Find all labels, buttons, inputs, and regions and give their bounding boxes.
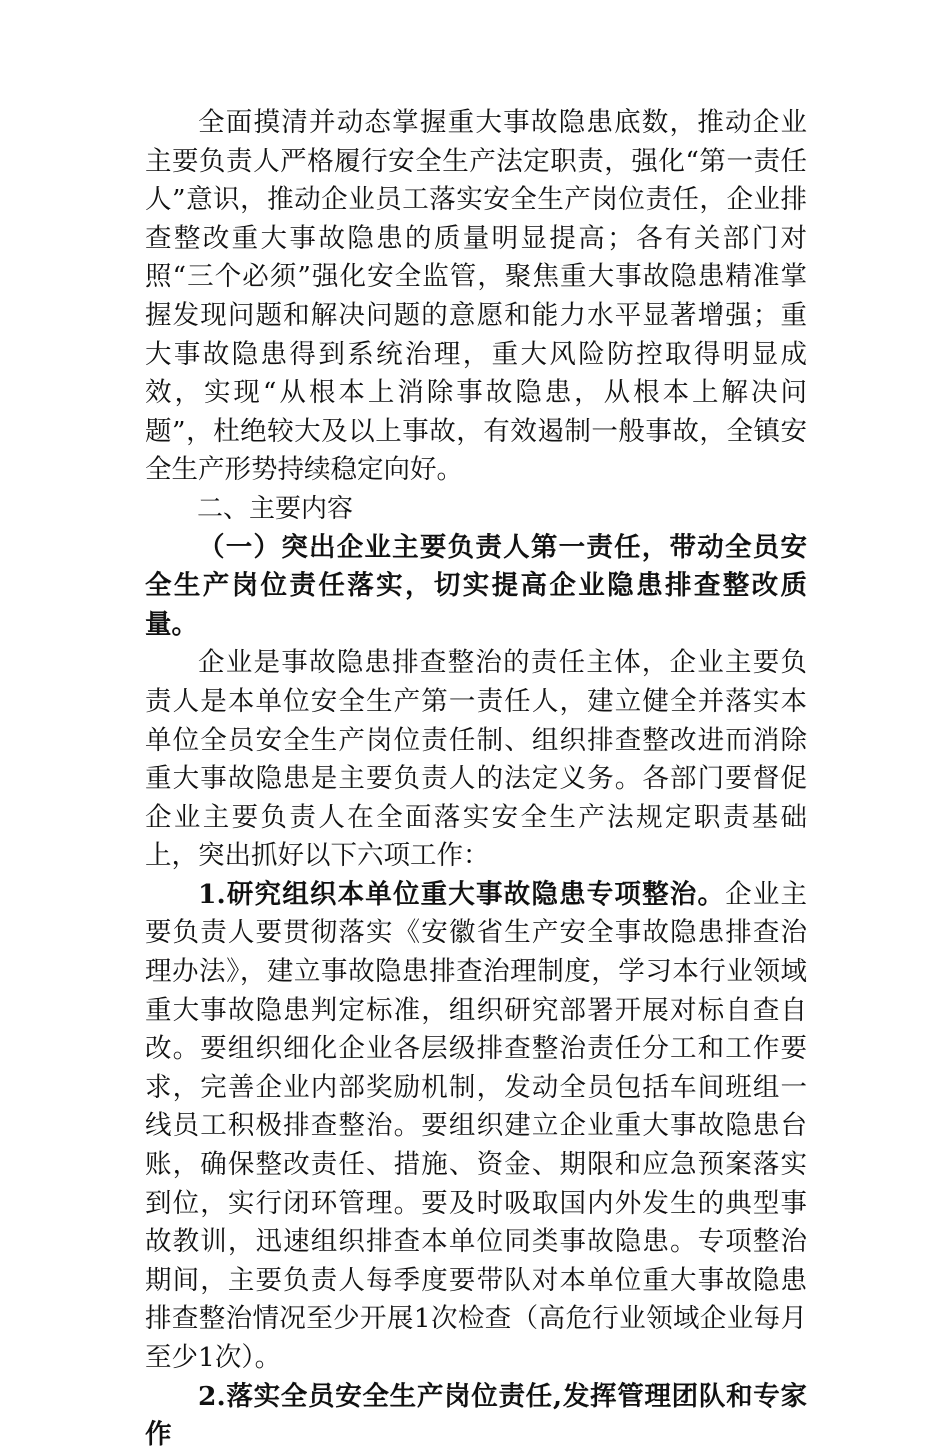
item-1-body: 企业主要负责人要贯彻落实《安徽省生产安全事故隐患排查治理办法》，建立事故隐患排查治理制度，学习本行业领域重大事故隐患判定标准，组织研究部署开展对标自查自改。要组织细化企业各层级排查整治责任分工和工作要求，完善企业内部奖励机制，发动全员包括车间班组一线员工积极排查整治。要组织建立企业重大事故隐患台账，确保整改责任、措施、资金、期限和应急预案落实到位，实行闭环管理。要及时吸取国内外发生的典型事故教训，迅速组织排查本单位同类事故隐患。专项整治期间，主要负责人每季度要带队对本单位重大事故隐患排查整治情况至少开展1次检查（高危行业领域企业每月至少1次）。 bbox=[145, 878, 808, 1373]
paragraph-responsibility: 企业是事故隐患排查整治的责任主体，企业主要负责人是本单位安全生产第一责任人，建立健全并落实本单位全员安全生产岗位责任制、组织排查整改进而消除重大事故隐患是主要负责人的法定义务。各部门要督促企业主要负责人在全面落实安全生产法规定职责基础上，突出抓好以下六项工作： bbox=[145, 647, 807, 872]
section-heading: 二、主要内容 bbox=[197, 493, 354, 524]
item-1-title: 1.研究组织本单位重大事故隐患专项整治。 bbox=[198, 878, 726, 910]
paragraph-objectives: 全面摸清并动态掌握重大事故隐患底数，推动企业主要负责人严格履行安全生产法定职责，强化“第一责任人”意识，推动企业员工落实安全生产岗位责任，企业排查整改重大事故隐患的质量明显提高；各有关部门对照“三个必须”强化安全监管，聚焦重大事故隐患精准掌握发现问题和解决问题的意愿和能力水平显著增强；重大事故隐患得到系统治理，重大风险防控取得明显成效，实现“从根本上消除事故隐患，从根本上解决问题”，杜绝较大及以上事故，有效遏制一般事故，全镇安全生产形势持续稳定向好。 bbox=[145, 107, 807, 486]
item-1-paragraph bbox=[145, 876, 807, 1378]
item-2-title: 2.落实全员安全生产岗位责任,发挥管理团队和专家作 bbox=[145, 1380, 807, 1451]
sub-heading-1: （一）突出企业主要负责人第一责任，带动全员安全生产岗位责任落实，切实提高企业隐患排查整改质量。 bbox=[145, 531, 807, 640]
document-body bbox=[145, 104, 807, 1455]
